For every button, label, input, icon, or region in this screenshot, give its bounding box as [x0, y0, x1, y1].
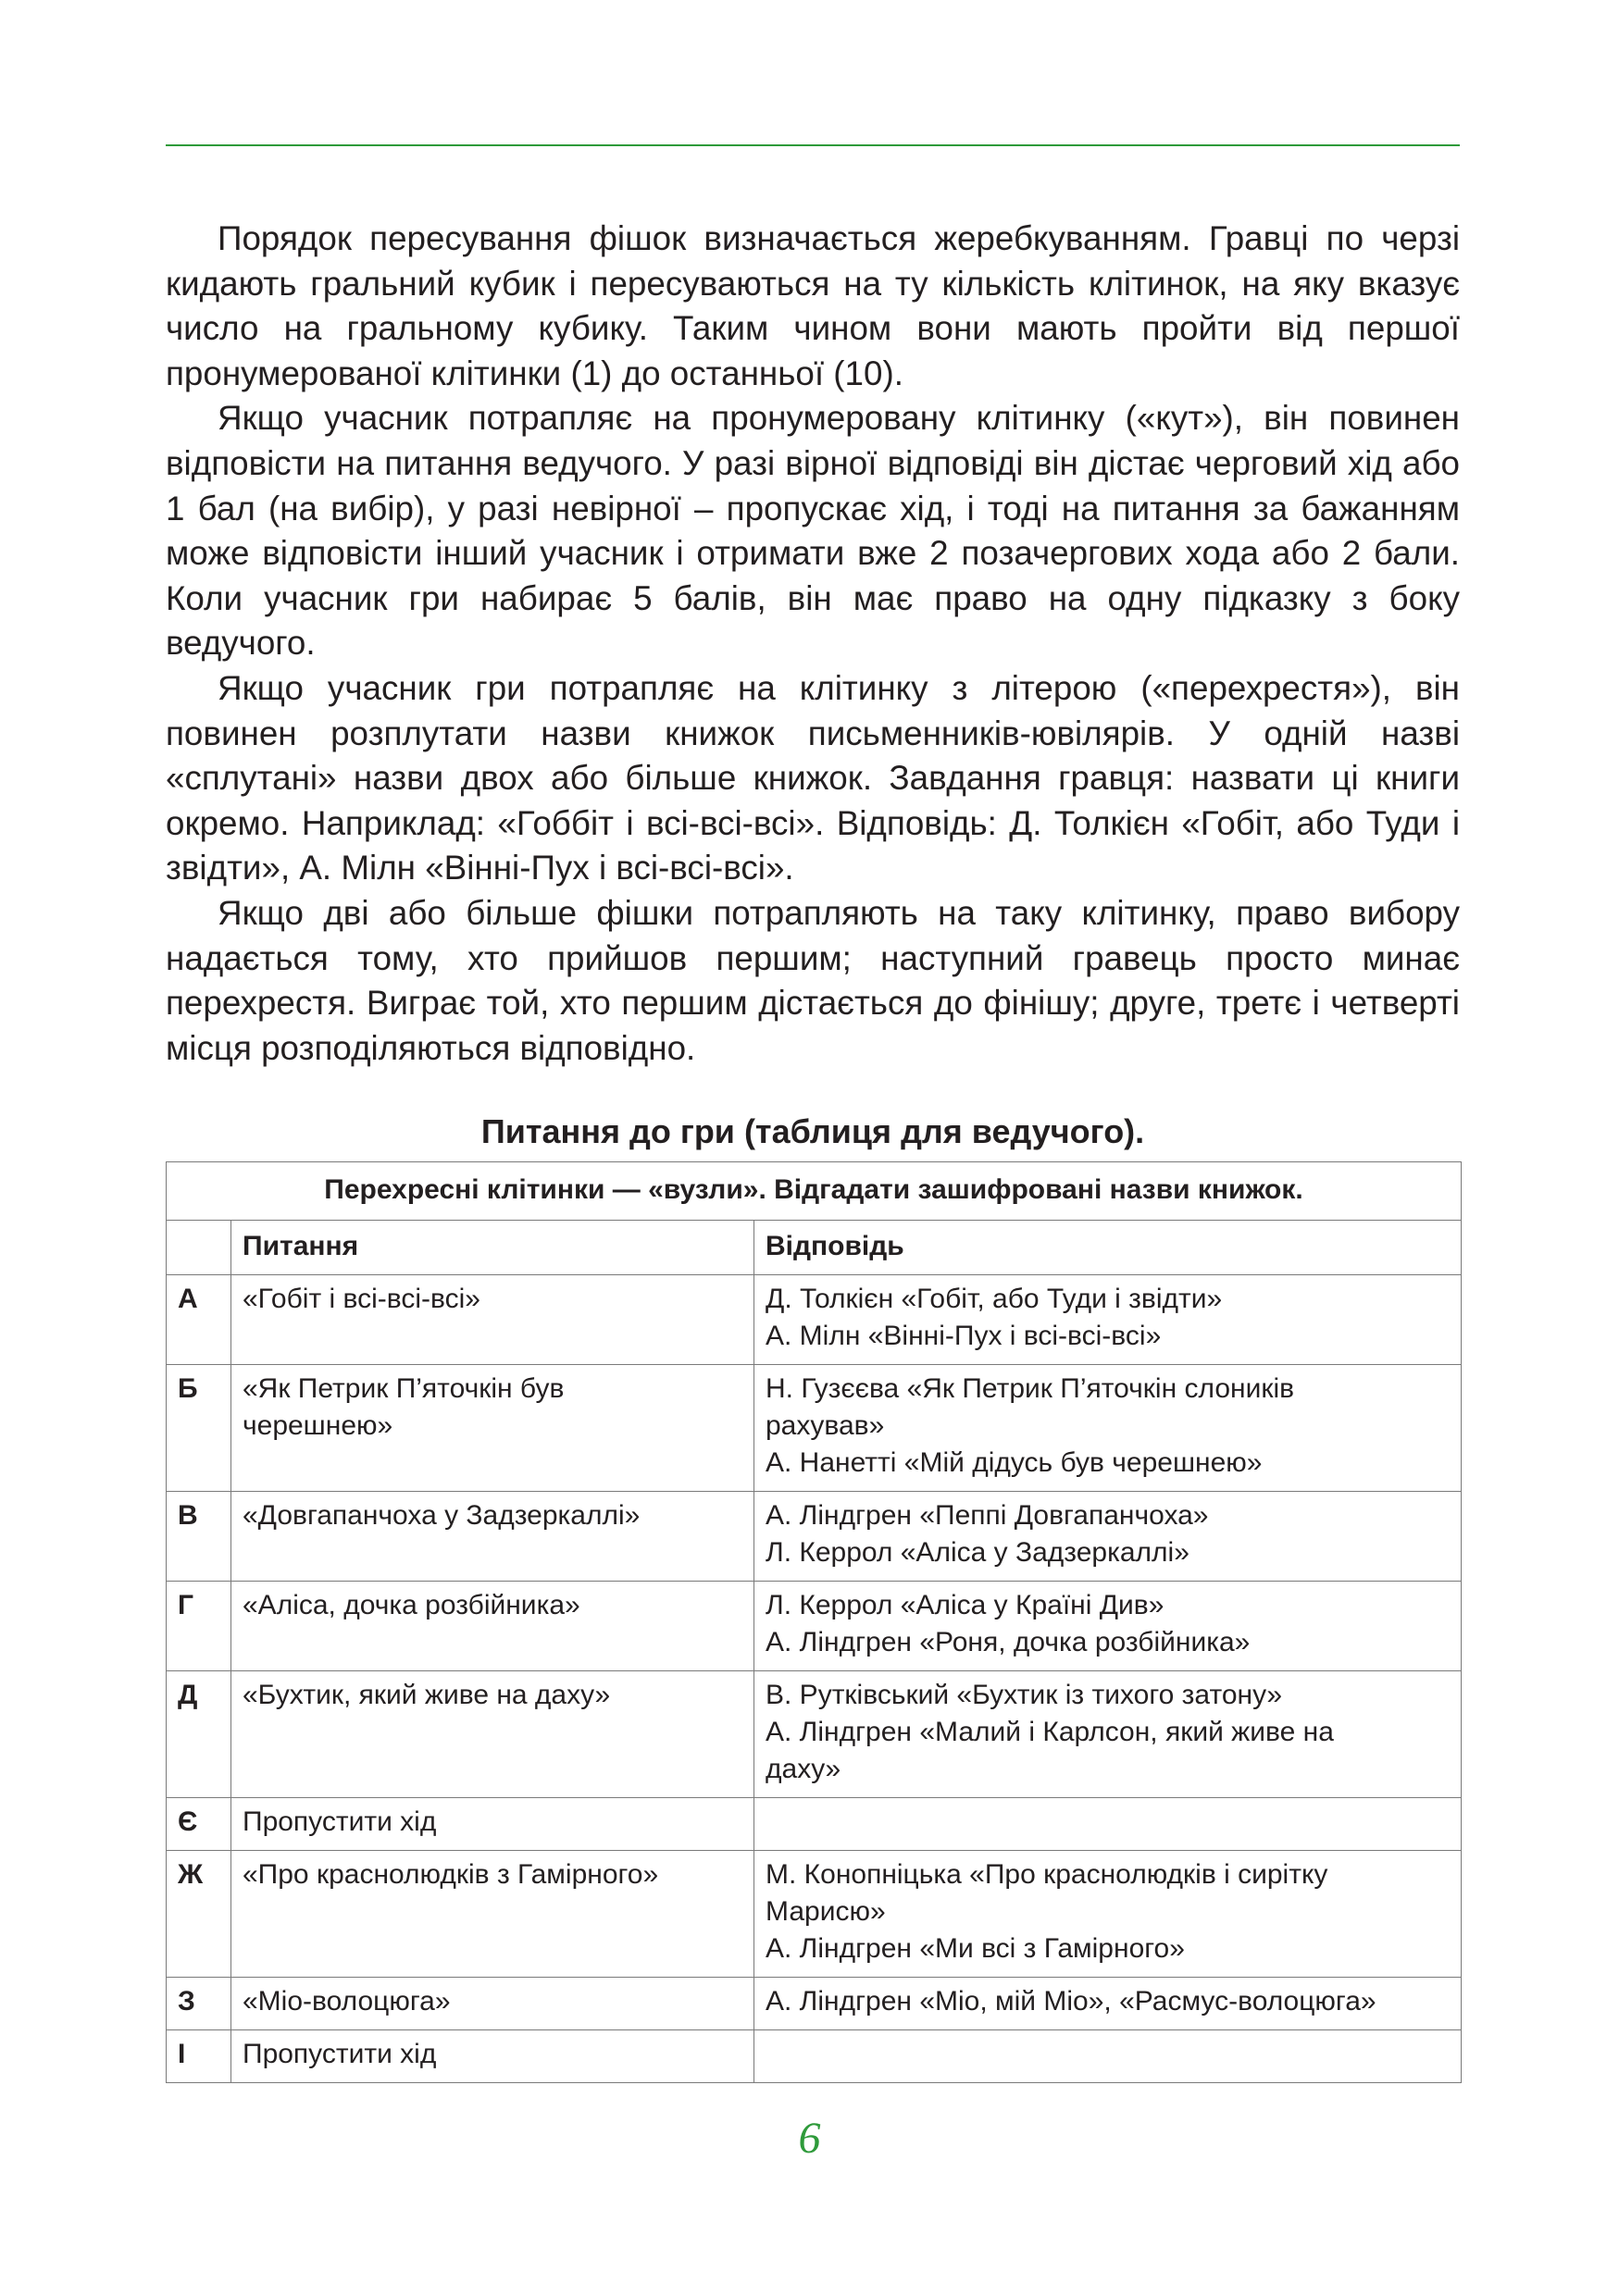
- row-letter: І: [167, 2030, 231, 2083]
- row-answer: [754, 1851, 1462, 1978]
- row-question: [231, 1798, 754, 1851]
- answer-line: Л. Керрол «Аліса у Країні Див»: [766, 1590, 1164, 1620]
- answer-line: А. Ліндгрен «Пеппі Довгапанчоха»: [766, 1500, 1209, 1531]
- answer-line: В. Рутківський «Бухтик із тихого затону»: [766, 1680, 1283, 1710]
- table-row: [167, 1851, 1462, 1978]
- answer-line: Д. Толкієн «Гобіт, або Туди і звідти»: [766, 1284, 1223, 1314]
- table-row: [167, 1275, 1462, 1365]
- paragraph-2: Якщо учасник потрапляє на пронумеровану клітинку («кут»), він повинен відповісти на питання ведучого. У разі вірної відповіді він дістає черговий хід або 1 бал (на вибір), у разі невірної – пропускає хід, і тоді на питання за бажанням може відповісти інший учасник і отримати вже 2 позачергових хода або 2 бали. Коли учасник гри набирає 5 балів, він має право на одну підказку з боку ведучого.: [166, 399, 1460, 663]
- row-question: [231, 1365, 754, 1492]
- answer-line: А. Ліндгрен «Роня, дочка розбійника»: [766, 1627, 1251, 1657]
- answer-line: рахував»: [766, 1410, 885, 1441]
- row-question: [231, 1851, 754, 1978]
- answer-line: А. Мілн «Вінні-Пух і всі-всі-всі»: [766, 1321, 1162, 1351]
- row-letter: Д: [167, 1671, 231, 1798]
- paragraph-4: Якщо дві або більше фішки потрапляють на таку клітинку, право вибору надається тому, хто прийшов першим; наступний гравець просто минає перехрестя. Виграє той, хто першим дістається до фінішу; друге, третє і четверті місця розподіляються відповідно.: [166, 893, 1460, 1067]
- table-header: Перехресні клітинки — «вузли». Відгадати зашифровані назви книжок.: [167, 1162, 1462, 1221]
- row-question: [231, 1671, 754, 1798]
- question-line: «Гобіт і всі-всі-всі»: [243, 1284, 480, 1314]
- question-line: «Про краснолюдків з Гамірного»: [243, 1859, 659, 1890]
- row-answer: [754, 1978, 1462, 2030]
- answer-line: А. Ліндгрен «Малий і Карлсон, який живе на: [766, 1717, 1334, 1747]
- row-question: [231, 1582, 754, 1671]
- table-row: [167, 2030, 1462, 2083]
- row-answer: [754, 1582, 1462, 1671]
- question-line: черешнею»: [243, 1410, 393, 1441]
- column-header-row: [167, 1221, 1462, 1275]
- body-text: [166, 217, 1460, 1071]
- question-line: «Міо-волоцюга»: [243, 1986, 451, 2017]
- answer-line: Н. Гузєєва «Як Петрик П’яточкін слоників: [766, 1373, 1295, 1404]
- paragraph-1: Порядок пересування фішок визначається жеребкуванням. Гравці по черзі кидають гральний кубик і пересуваються на ту кількість клітинок, на яку вказує число на гральному кубику. Таким чином вони мають пройти від першої пронумерованої клітинки (1) до останньої (10).: [166, 219, 1460, 392]
- page-number: 6: [798, 2114, 821, 2163]
- answer-line: Л. Керрол «Аліса у Задзеркаллі»: [766, 1537, 1189, 1568]
- row-letter: Г: [167, 1582, 231, 1671]
- question-column-header: Питання: [231, 1221, 754, 1275]
- table-title: Питання до гри (таблиця для ведучого).: [480, 1112, 1145, 1150]
- row-answer: [754, 2030, 1462, 2083]
- row-letter: З: [167, 1978, 231, 2030]
- row-question: [231, 1978, 754, 2030]
- question-line: Пропустити хід: [243, 2039, 437, 2069]
- row-letter: В: [167, 1492, 231, 1582]
- question-line: «Бухтик, який живе на даху»: [243, 1680, 611, 1710]
- table-row: [167, 1978, 1462, 2030]
- paragraph-3: Якщо учасник гри потрапляє на клітинку з літерою («перехрестя»), він повинен розплутати назви книжок письменників-ювілярів. У одній назві «сплутані» назви двох або більше книжок. Завдання гравця: назвати ці книги окремо. Наприклад: «Гоббіт і всі-всі-всі». Відповідь: Д. Толкієн «Гобіт, або Туди і звідти», А. Мілн «Вінні-Пух і всі-всі-всі».: [166, 668, 1460, 887]
- row-answer: [754, 1275, 1462, 1365]
- answer-column-header: Відповідь: [754, 1221, 1462, 1275]
- row-answer: [754, 1492, 1462, 1582]
- questions-table: [166, 1161, 1462, 2083]
- letter-column-header: [167, 1221, 231, 1275]
- answer-line: А. Нанетті «Мій дідусь був черешнею»: [766, 1447, 1263, 1478]
- answer-line: даху»: [766, 1754, 841, 1784]
- table-row: [167, 1798, 1462, 1851]
- table-row: [167, 1492, 1462, 1582]
- table-row: [167, 1365, 1462, 1492]
- row-letter: Ж: [167, 1851, 231, 1978]
- table-row: [167, 1671, 1462, 1798]
- answer-line: Марисю»: [766, 1896, 886, 1927]
- row-answer: [754, 1798, 1462, 1851]
- row-letter: Є: [167, 1798, 231, 1851]
- row-question: [231, 1275, 754, 1365]
- question-line: «Довгапанчоха у Задзеркаллі»: [243, 1500, 641, 1531]
- row-letter: Б: [167, 1365, 231, 1492]
- row-question: [231, 1492, 754, 1582]
- row-question: [231, 2030, 754, 2083]
- answer-line: А. Ліндгрен «Ми всі з Гамірного»: [766, 1933, 1185, 1964]
- table-header-row: [167, 1162, 1462, 1221]
- top-rule: [166, 144, 1460, 146]
- row-answer: [754, 1365, 1462, 1492]
- question-line: «Як Петрик П’яточкін був: [243, 1373, 565, 1404]
- question-line: «Аліса, дочка розбійника»: [243, 1590, 580, 1620]
- table-row: [167, 1582, 1462, 1671]
- question-line: Пропустити хід: [243, 1806, 437, 1837]
- row-answer: [754, 1671, 1462, 1798]
- row-letter: А: [167, 1275, 231, 1365]
- answer-line: А. Ліндгрен «Міо, мій Міо», «Расмус-волоцюга»: [766, 1986, 1376, 2017]
- answer-line: М. Конопніцька «Про краснолюдків і сирітку: [766, 1859, 1328, 1890]
